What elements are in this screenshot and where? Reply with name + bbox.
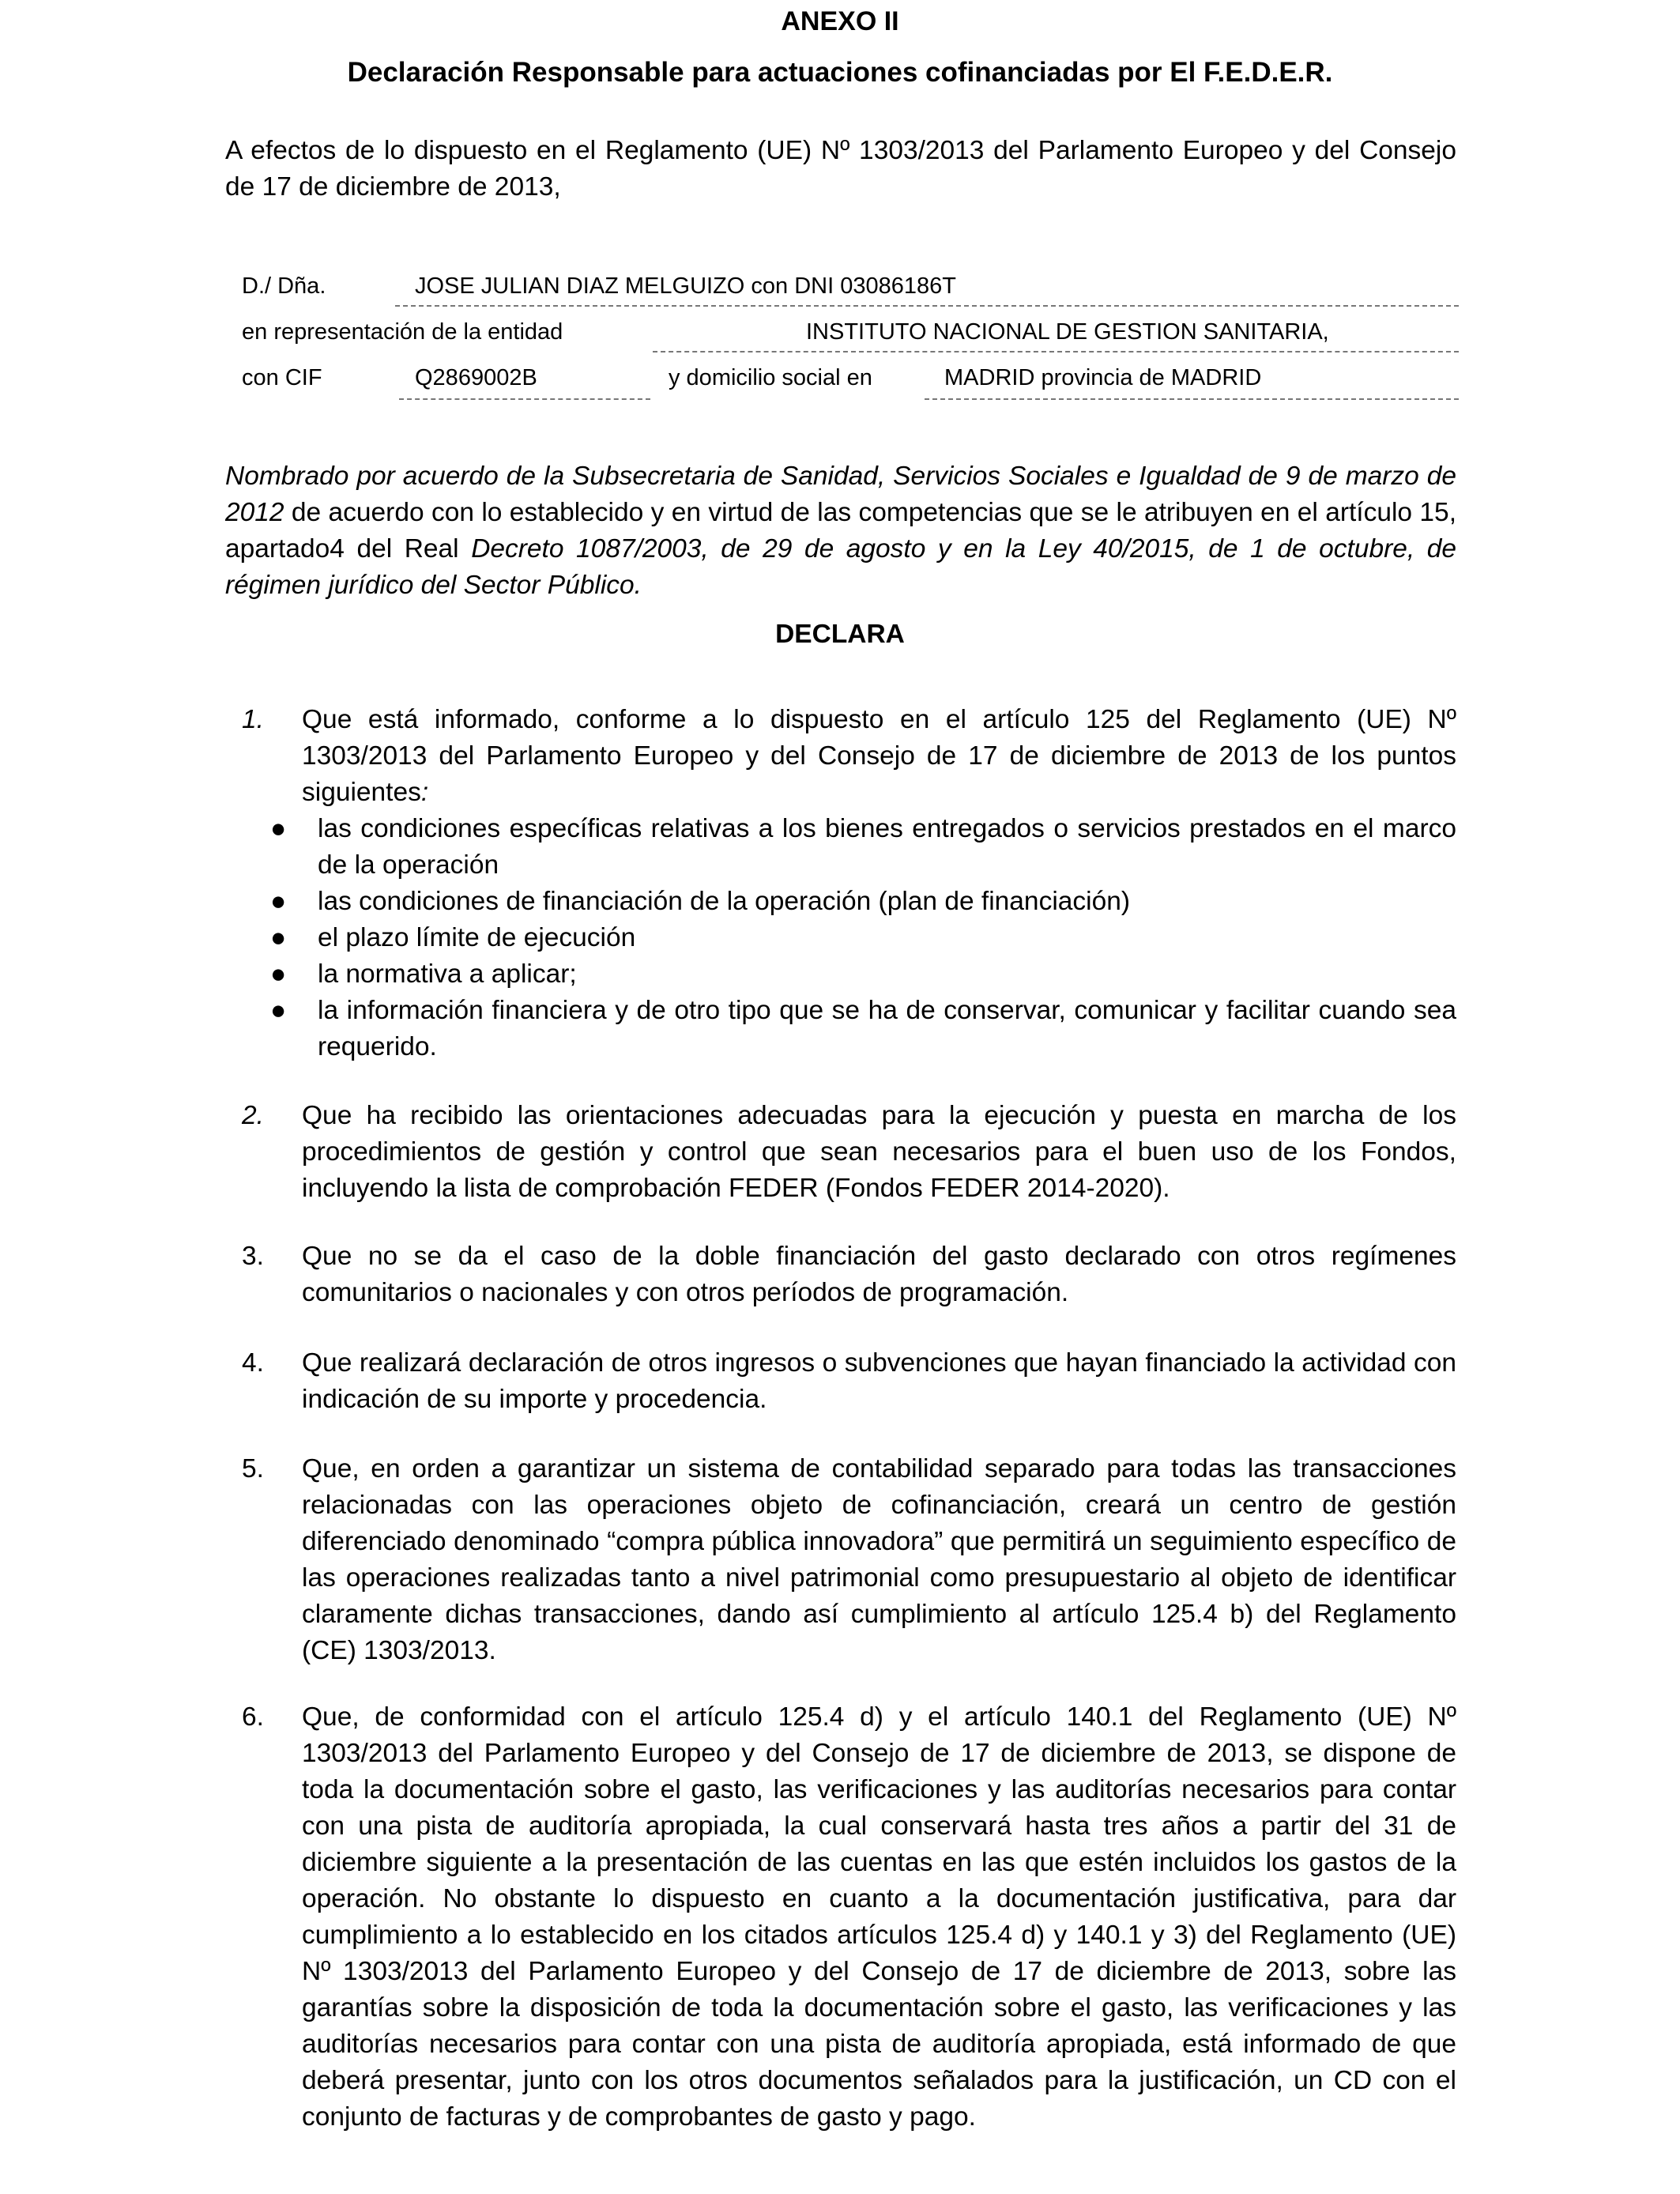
item-text: Que, en orden a garantizar un sistema de contabilidad separado para todas las transacciones relacionadas con las operaciones objeto de cofinanciación, creará un centro de gestión diferenciado denominado “compra pública innovadora” que permitirá un seguimiento específico de las operaciones realizadas tanto a nivel patrimonial como presupuestario al objeto de identificar claramente dichas transacciones, dando así cumplimiento al artículo 125.4 b) del Reglamento (CE) 1303/2013.: [302, 1454, 1456, 1665]
appointment-italic-1: Nombrado por acuerdo de la Subsecretaria de Sanidad, Servicios Sociales e Igualdad de 9 de marzo de 2012: [225, 462, 1456, 527]
item-text: Que está informado, conforme a lo dispuesto en el artículo 125 del Reglamento (UE) Nº 1303/2013 del Parlamento Europeo y del Consejo de 17 de diciembre de 2013 de los puntos siguientes:: [302, 705, 1456, 807]
declaration-item-2: [242, 1098, 1456, 1207]
item-number: 1.: [242, 705, 264, 734]
appointment-plain: de acuerdo con lo establecido y en virtud de las competencias que se le atribuyen en el artículo 15, apartado4 del Real: [225, 498, 1456, 564]
bullet-item: ● la normativa a aplicar;: [270, 956, 1456, 993]
item-text: Que, de conformidad con el artículo 125.4 d) y el artículo 140.1 del Reglamento (UE) Nº 1303/2013 del Parlamento Europeo y del Consejo de 17 de diciembre de 2013, se dispone de toda la documentación sobre el gasto, las verificaciones y las auditorías necesarios para contar con una pista de auditoría apropiada, la cual conservará hasta tres años a partir del 31 de diciembre siguiente a la presentación de las cuentas en las que estén incluidos los gastos de la operación. No obstante lo dispuesto en cuanto a la documentación justificativa, para dar cumplimiento a lo establecido en los citados artículos 125.4 d) y 140.1 y 3) del Reglamento (UE) Nº 1303/2013 del Parlamento Europeo y del Consejo de 17 de diciembre de 2013, sobre las garantías sobre la disposición de toda la documentación sobre el gasto, las verificaciones y las auditorías necesarios para contar con una pista de auditoría apropiada, está informado de que deberá presentar, junto con los otros documentos señalados para la justificación, un CD con el conjunto de facturas y de comprobantes de gasto y pago.: [302, 1702, 1456, 2132]
cif-underline: [399, 398, 650, 400]
bullet-item: ● el plazo límite de ejecución: [270, 920, 1456, 956]
bullet-icon: ●: [270, 959, 287, 989]
entity-underline: [653, 351, 1459, 352]
item-text: Que realizará declaración de otros ingresos o subvenciones que hayan financiado la actividad con indicación de su importe y procedencia.: [302, 1348, 1456, 1414]
declaration-item-4: [242, 1345, 1456, 1418]
intro-paragraph: A efectos de lo dispuesto en el Reglamento (UE) Nº 1303/2013 del Parlamento Europeo y del Consejo de 17 de diciembre de 2013,: [225, 136, 1456, 202]
name-label: D./ Dña.: [242, 273, 326, 299]
item-number: 6.: [242, 1702, 264, 1732]
name-underline: [395, 305, 1459, 307]
name-value: JOSE JULIAN DIAZ MELGUIZO con DNI 03086186T: [415, 273, 956, 299]
domicile-underline: [925, 398, 1459, 400]
declaration-item-6: [242, 1699, 1456, 2136]
domicile-label: y domicilio social en: [669, 365, 872, 390]
bullet-icon: ●: [270, 887, 287, 916]
bullet-icon: ●: [270, 923, 287, 952]
domicile-value: MADRID provincia de MADRID: [944, 365, 1262, 390]
item-number: 3.: [242, 1242, 264, 1271]
entity-label: en representación de la entidad: [242, 319, 563, 345]
bullet-item: ● las condiciones específicas relativas a los bienes entregados o servicios prestados en el marco de la operación: [270, 811, 1456, 884]
declaration-item-3: [242, 1238, 1456, 1311]
declara-heading: DECLARA: [775, 620, 905, 649]
bullet-item: ● la información financiera y de otro tipo que se ha de conservar, comunicar y facilitar cuando sea requerido.: [270, 993, 1456, 1065]
item-number: 5.: [242, 1454, 264, 1483]
item-number: 4.: [242, 1348, 264, 1378]
page-subtitle: Declaración Responsable para actuaciones cofinanciadas por El F.E.D.E.R.: [347, 57, 1333, 88]
declaration-item-1: [242, 702, 1456, 1065]
entity-value: INSTITUTO NACIONAL DE GESTION SANITARIA,: [806, 319, 1329, 345]
item-text: Que ha recibido las orientaciones adecuadas para la ejecución y puesta en marcha de los procedimientos de gestión y control que sean necesarios para el buen uso de los Fondos, incluyendo la lista de comprobación FEDER (Fondos FEDER 2014-2020).: [302, 1101, 1456, 1203]
declaration-item-5: [242, 1451, 1456, 1669]
page-title: ANEXO II: [781, 6, 899, 36]
item-number: 2.: [242, 1101, 264, 1130]
bullet-icon: ●: [270, 996, 287, 1025]
appointment-paragraph: [225, 458, 1456, 604]
item-text: Que no se da el caso de la doble financiación del gasto declarado con otros regímenes comunitarios o nacionales y con otros períodos de programación.: [302, 1242, 1456, 1307]
bullet-item: ● las condiciones de financiación de la operación (plan de financiación): [270, 884, 1456, 920]
cif-value: Q2869002B: [415, 365, 537, 390]
appointment-italic-2: Decreto 1087/2003, de 29 de agosto y en la Ley 40/2015, de 1 de octubre, de régimen jurídico del Sector Público.: [225, 534, 1456, 600]
bullet-icon: ●: [270, 814, 287, 843]
cif-label: con CIF: [242, 365, 322, 390]
